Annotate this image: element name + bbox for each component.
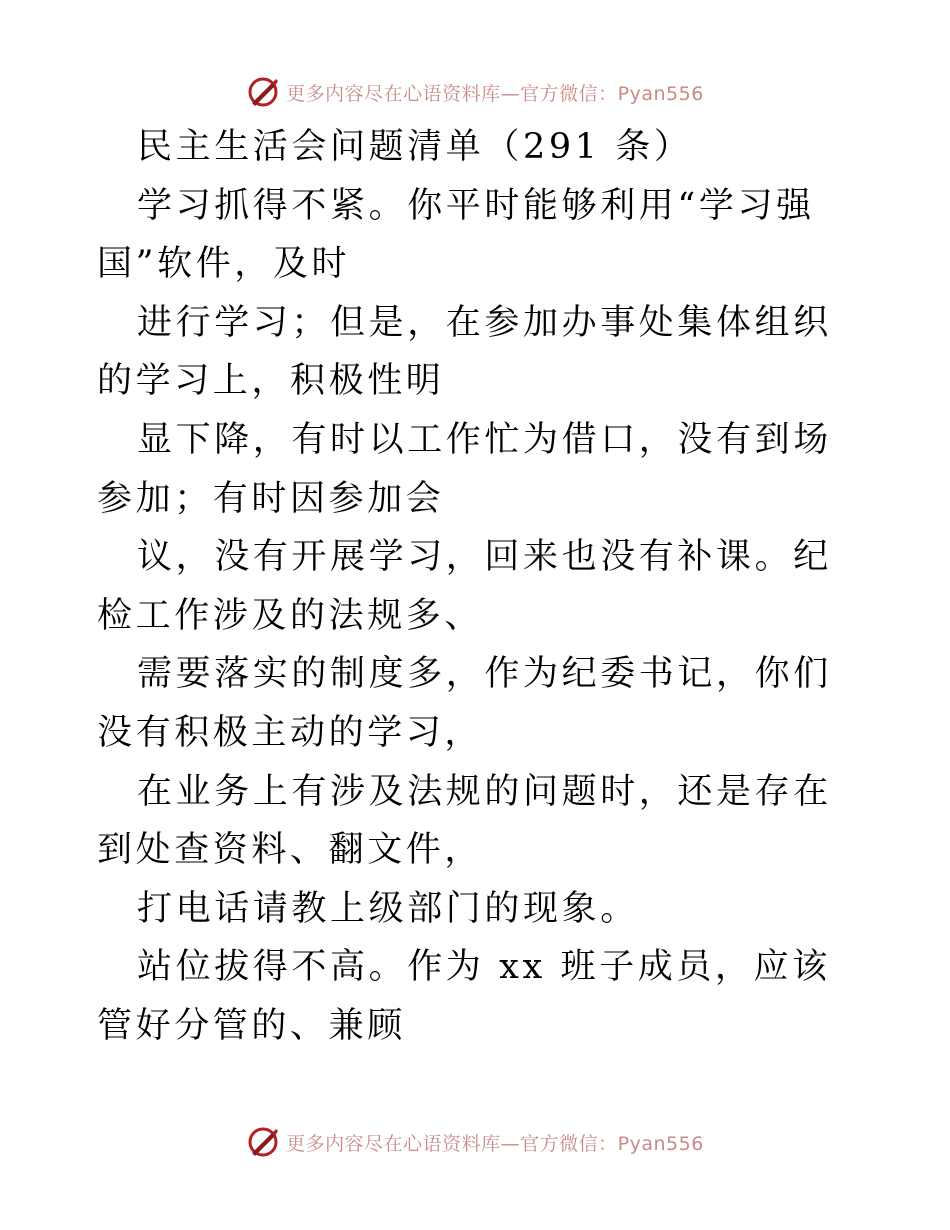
footer-banner [0, 1122, 950, 1162]
header-banner-content [246, 75, 704, 109]
paragraph: 显下降，有时以工作忙为借口，没有到场参加；有时因参加会 [97, 419, 832, 519]
paragraph: 打电话请教上级部门的现象。 [137, 888, 639, 929]
document-body [97, 118, 853, 1056]
paragraph: 需要落实的制度多，作为纪委书记，你们没有积极主动的学习， [97, 654, 832, 753]
pen-circle-logo-icon [246, 75, 280, 109]
paragraph: 进行学习；但是，在参加办事处集体组织的学习上，积极性明 [97, 302, 832, 402]
paragraph: 学习抓得不紧。你平时能够利用“学习强国”软件，及时 [97, 185, 815, 285]
document-title: 民主生活会问题清单（291 条） [137, 127, 693, 167]
footer-banner-text: 更多内容尽在心语资料库—官方微信：Pyan556 [286, 1132, 704, 1155]
paragraph: 站位拔得不高。作为 xx 班子成员，应该管好分管的、兼顾 [97, 947, 831, 1046]
header-banner-text: 更多内容尽在心语资料库—官方微信：Pyan556 [286, 82, 704, 105]
paragraph: 议，没有开展学习，回来也没有补课。纪检工作涉及的法规多、 [97, 537, 832, 636]
footer-banner-content [246, 1125, 704, 1159]
header-banner [0, 72, 950, 112]
pen-circle-logo-icon [246, 1125, 280, 1159]
paragraph: 在业务上有涉及法规的问题时，还是存在到处查资料、翻文件， [97, 771, 832, 871]
